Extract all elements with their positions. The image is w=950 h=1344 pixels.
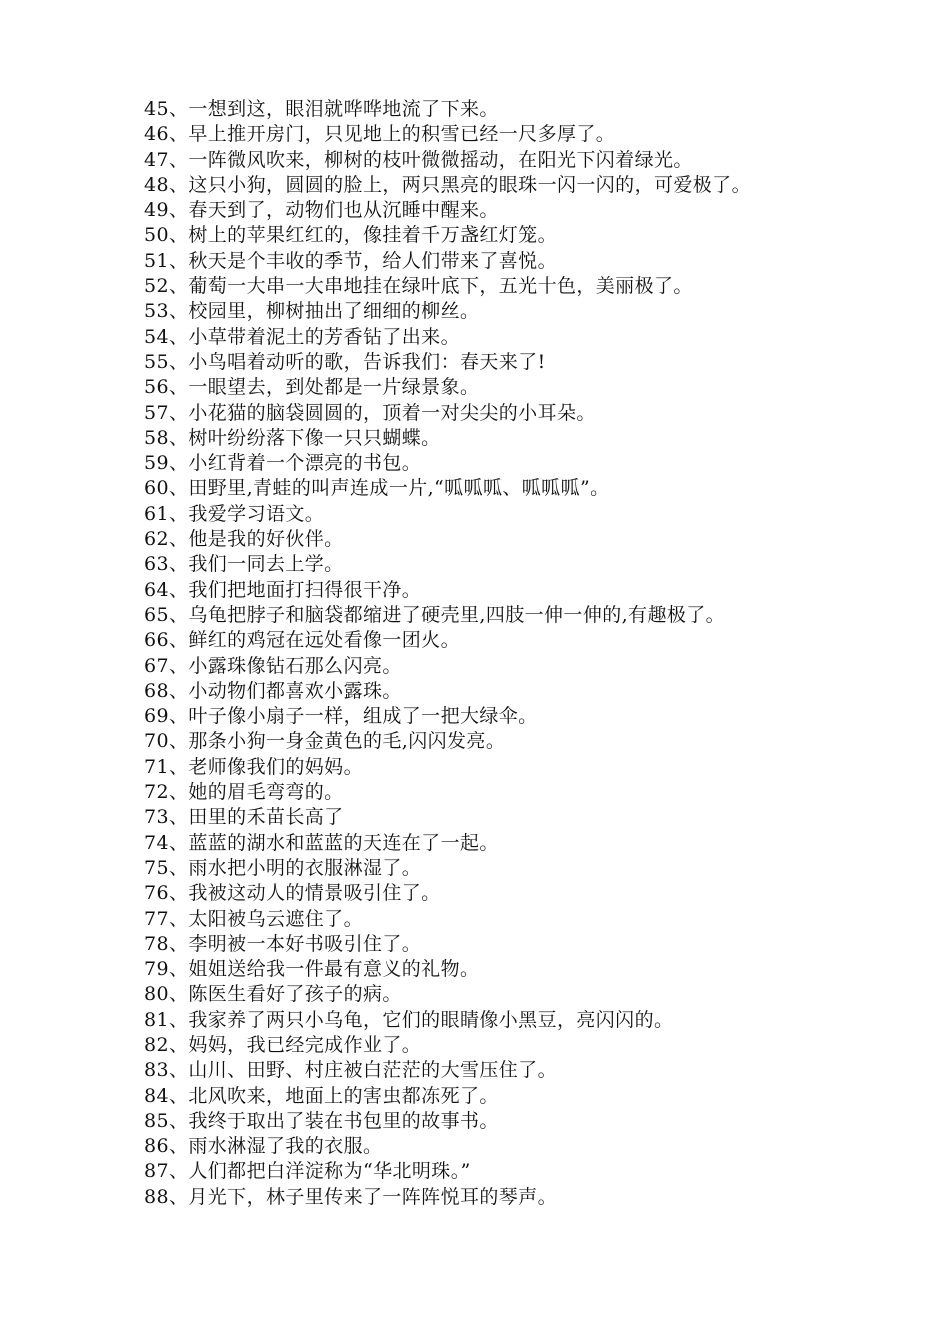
sentence-line: 84、北风吹来，地面上的害虫都冻死了。 [144,1084,499,1107]
sentence-list [144,97,934,1210]
sentence-line: 49、春天到了，动物们也从沉睡中醒来。 [144,199,499,222]
sentence-line: 47、一阵微风吹来，柳树的枝叶微微摇动，在阳光下闪着绿光。 [144,148,693,171]
sentence-line: 52、葡萄一大串一大串地挂在绿叶底下，五光十色，美丽极了。 [144,275,693,298]
sentence-line: 88、月光下，林子里传来了一阵阵悦耳的琴声。 [144,1185,557,1208]
sentence-line: 85、我终于取出了装在书包里的故事书。 [144,1109,499,1132]
sentence-line: 68、小动物们都喜欢小露珠。 [144,679,402,702]
sentence-line: 82、妈妈，我已经完成作业了。 [144,1033,422,1056]
sentence-line: 57、小花猫的脑袋圆圆的，顶着一对尖尖的小耳朵。 [144,401,596,424]
sentence-line: 46、早上推开房门，只见地上的积雪已经一尺多厚了。 [144,123,616,146]
sentence-line: 87、人们都把白洋淀称为“华北明珠。” [144,1160,471,1183]
sentence-line: 69、叶子像小扇子一样，组成了一把大绿伞。 [144,705,538,728]
sentence-line: 71、老师像我们的妈妈。 [144,755,363,778]
sentence-line: 58、树叶纷纷落下像一只只蝴蝶。 [144,426,441,449]
sentence-line: 56、一眼望去，到处都是一片绿景象。 [144,376,480,399]
sentence-line: 50、树上的苹果红红的，像挂着千万盏红灯笼。 [144,224,557,247]
sentence-line: 73、田里的禾苗长高了 [144,806,344,829]
sentence-line: 65、乌龟把脖子和脑袋都缩进了硬壳里,四肢一伸一伸的,有趣极了。 [144,603,726,626]
sentence-line: 53、校园里，柳树抽出了细细的柳丝。 [144,300,480,323]
sentence-line: 60、田野里,青蛙的叫声连成一片,“呱呱呱、呱呱呱”。 [144,477,610,500]
sentence-line: 86、雨水淋湿了我的衣服。 [144,1135,383,1158]
sentence-line: 81、我家养了两只小乌龟，它们的眼睛像小黑豆，亮闪闪的。 [144,1008,674,1031]
sentence-line: 77、太阳被乌云遮住了。 [144,907,363,930]
sentence-line: 64、我们把地面打扫得很干净。 [144,578,422,601]
sentence-line: 55、小鸟唱着动听的歌，告诉我们：春天来了! [144,350,546,373]
sentence-line: 83、山川、田野、村庄被白茫茫的大雪压住了。 [144,1059,557,1082]
sentence-line: 80、陈医生看好了孩子的病。 [144,983,402,1006]
sentence-line: 51、秋天是个丰收的季节，给人们带来了喜悦。 [144,249,557,272]
sentence-line: 76、我被这动人的情景吸引住了。 [144,882,441,905]
sentence-line: 72、她的眉毛弯弯的。 [144,781,344,804]
sentence-line: 62、他是我的好伙伴。 [144,528,344,551]
sentence-line: 59、小红背着一个漂亮的书包。 [144,452,422,475]
sentence-line: 70、那条小狗一身金黄色的毛,闪闪发亮。 [144,730,506,753]
sentence-line: 48、这只小狗，圆圆的脸上，两只黑亮的眼珠一闪一闪的，可爱极了。 [144,173,751,196]
sentence-line: 63、我们一同去上学。 [144,553,344,576]
sentence-line: 78、李明被一本好书吸引住了。 [144,932,422,955]
sentence-line: 75、雨水把小明的衣服淋湿了。 [144,856,422,879]
sentence-line: 61、我爱学习语文。 [144,502,325,525]
sentence-line: 66、鲜红的鸡冠在远处看像一团火。 [144,629,460,652]
sentence-line: 74、蓝蓝的湖水和蓝蓝的天连在了一起。 [144,831,499,854]
sentence-line: 67、小露珠像钻石那么闪亮。 [144,654,402,677]
sentence-line: 79、姐姐送给我一件最有意义的礼物。 [144,958,480,981]
sentence-line: 54、小草带着泥土的芳香钻了出来。 [144,325,460,348]
sentence-line: 45、一想到这，眼泪就哗哗地流了下来。 [144,98,499,120]
